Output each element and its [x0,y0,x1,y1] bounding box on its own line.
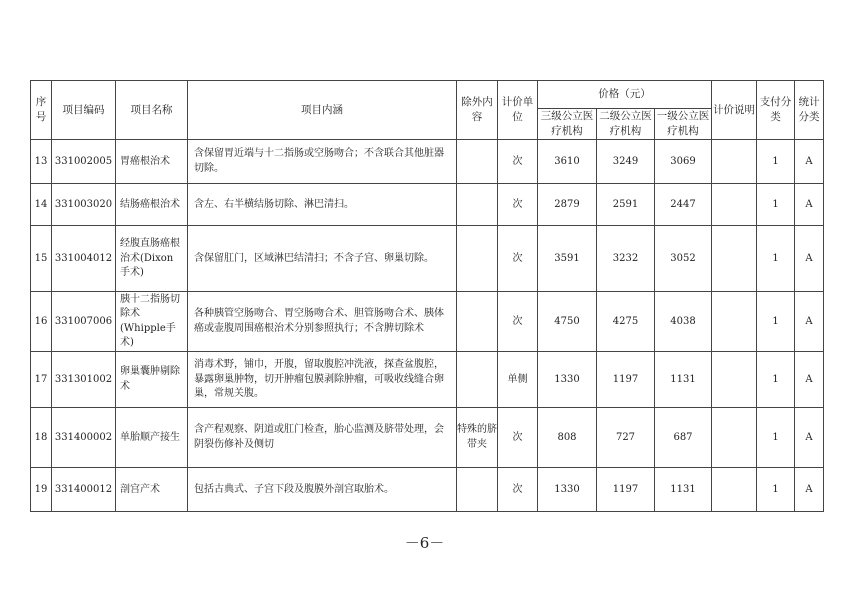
cell-price-tier1: 1131 [655,352,712,408]
cell-name: 剖宫产术 [116,468,188,512]
cell-price-tier2: 4275 [597,292,655,352]
cell-stat: A [795,408,824,468]
cell-pay: 1 [757,140,795,184]
cell-stat: A [795,352,824,408]
cell-excluded [457,184,498,226]
cell-seq: 18 [31,408,52,468]
cell-unit: 次 [498,226,538,292]
cell-name: 卵巢囊肿剔除术 [116,352,188,408]
cell-price-tier2: 1197 [597,352,655,408]
cell-code: 331301002 [52,352,116,408]
cell-price-tier1: 3052 [655,226,712,292]
cell-content: 包括古典式、子宫下段及腹膜外剖宫取胎术。 [188,468,457,512]
cell-name: 单胎顺产接生 [116,408,188,468]
cell-seq: 17 [31,352,52,408]
table-row [31,292,824,352]
cell-excluded: 特殊的脐带夹 [457,408,498,468]
cell-pay: 1 [757,408,795,468]
header-seq: 序号 [31,81,52,140]
cell-price-tier3: 1330 [538,468,597,512]
cell-price-tier3: 4750 [538,292,597,352]
cell-unit: 单侧 [498,352,538,408]
cell-stat: A [795,140,824,184]
header-code: 项目编码 [52,81,116,140]
cell-price-tier2: 2591 [597,184,655,226]
cell-price-tier2: 727 [597,408,655,468]
header-excluded: 除外内容 [457,81,498,140]
cell-unit: 次 [498,184,538,226]
cell-price-tier1: 687 [655,408,712,468]
cell-code: 331400012 [52,468,116,512]
cell-seq: 15 [31,226,52,292]
cell-note [712,184,757,226]
cell-excluded [457,292,498,352]
cell-price-tier3: 3591 [538,226,597,292]
cell-seq: 19 [31,468,52,512]
cell-unit: 次 [498,140,538,184]
table-row [31,408,824,468]
cell-price-tier3: 2879 [538,184,597,226]
cell-excluded [457,352,498,408]
cell-price-tier1: 2447 [655,184,712,226]
cell-unit: 次 [498,408,538,468]
cell-code: 331003020 [52,184,116,226]
cell-name: 结肠癌根治术 [116,184,188,226]
cell-code: 331400002 [52,408,116,468]
cell-price-tier1: 1131 [655,468,712,512]
cell-seq: 14 [31,184,52,226]
cell-code: 331002005 [52,140,116,184]
cell-price-tier2: 3232 [597,226,655,292]
cell-seq: 13 [31,140,52,184]
cell-stat: A [795,184,824,226]
cell-note [712,226,757,292]
cell-excluded [457,226,498,292]
header-content: 项目内涵 [188,81,457,140]
cell-note [712,140,757,184]
header-stat: 统计分类 [795,81,824,140]
header-note: 计价说明 [712,81,757,140]
cell-note [712,408,757,468]
cell-price-tier2: 1197 [597,468,655,512]
cell-content: 各种胰管空肠吻合、胃空肠吻合术、胆管肠吻合术、胰体癌或壶腹周围癌根治术分别参照执行；不含脾切除术 [188,292,457,352]
cell-stat: A [795,468,824,512]
cell-name: 胰十二指肠切除术(Whipple手术) [116,292,188,352]
header-tier3: 三级公立医疗机构 [538,109,597,140]
cell-stat: A [795,226,824,292]
cell-price-tier3: 1330 [538,352,597,408]
cell-code: 331007006 [52,292,116,352]
cell-note [712,292,757,352]
table-row [31,468,824,512]
cell-pay: 1 [757,292,795,352]
medical-fee-table [30,80,824,512]
cell-price-tier1: 4038 [655,292,712,352]
header-tier2: 二级公立医疗机构 [597,109,655,140]
cell-price-tier3: 808 [538,408,597,468]
table-row [31,352,824,408]
cell-unit: 次 [498,468,538,512]
header-tier1: 一级公立医疗机构 [655,109,712,140]
cell-content: 消毒术野，铺巾，开腹，留取腹腔冲洗液，探查盆腹腔，暴露卵巢肿物，切开肿瘤包膜剥除肿瘤，可吸收线缝合卵巢，常规关腹。 [188,352,457,408]
cell-price-tier2: 3249 [597,140,655,184]
cell-content: 含产程观察、阴道或肛门检查，胎心监测及脐带处理，会阴裂伤修补及侧切 [188,408,457,468]
cell-content: 含左、右半横结肠切除、淋巴清扫。 [188,184,457,226]
header-pay: 支付分类 [757,81,795,140]
cell-content: 含保留肛门，区域淋巴结清扫；不含子宫、卵巢切除。 [188,226,457,292]
page-number: －6－ [404,534,445,552]
cell-stat: A [795,292,824,352]
table-row [31,184,824,226]
fee-table-sheet [30,80,824,512]
cell-name: 经腹直肠癌根治术(Dixon手术) [116,226,188,292]
cell-price-tier1: 3069 [655,140,712,184]
cell-code: 331004012 [52,226,116,292]
cell-price-tier3: 3610 [538,140,597,184]
cell-pay: 1 [757,184,795,226]
cell-pay: 1 [757,352,795,408]
cell-pay: 1 [757,468,795,512]
cell-content: 含保留胃近端与十二指肠或空肠吻合；不含联合其他脏器切除。 [188,140,457,184]
cell-excluded [457,468,498,512]
cell-excluded [457,140,498,184]
cell-unit: 次 [498,292,538,352]
table-row [31,226,824,292]
header-name: 项目名称 [116,81,188,140]
cell-name: 胃癌根治术 [116,140,188,184]
table-row [31,140,824,184]
cell-seq: 16 [31,292,52,352]
cell-pay: 1 [757,226,795,292]
cell-note [712,352,757,408]
header-unit: 计价单位 [498,81,538,140]
header-price-group: 价格（元） [538,81,712,109]
cell-note [712,468,757,512]
